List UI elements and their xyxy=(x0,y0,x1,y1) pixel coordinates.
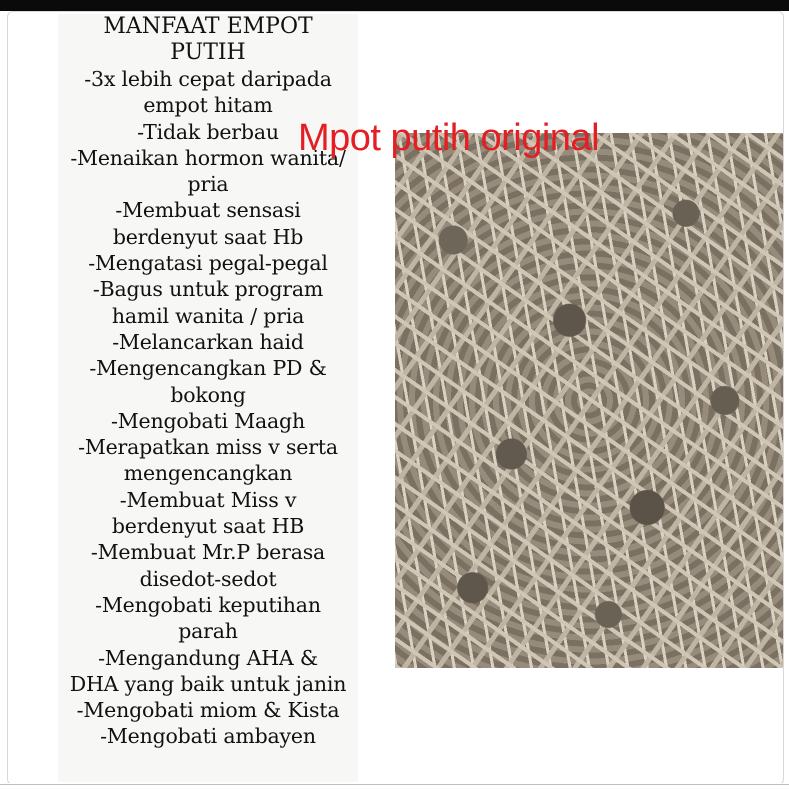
product-photo xyxy=(395,133,783,668)
list-item: -Membuat Mr.P berasa disedot-sedot xyxy=(90,540,326,591)
list-item: -Mengobati ambayen xyxy=(100,724,316,749)
list-item: -Mengobati miom & Kista xyxy=(76,698,340,723)
list-item: -Bagus untuk program hamil wanita / pria xyxy=(92,277,324,328)
list-item: -Tidak berbau xyxy=(137,119,279,144)
post-image-card[interactable] xyxy=(7,11,784,785)
list-item: -Mengatasi pegal-pegal xyxy=(88,251,328,276)
list-item: -Mengencangkan PD & bokong xyxy=(89,356,327,407)
list-item: -Membuat Miss v berdenyut saat HB xyxy=(111,487,305,539)
list-item: -Mengobati Maagh xyxy=(111,408,305,433)
list-item: -Merapatkan miss v serta mengencangkan xyxy=(78,435,338,486)
bottom-divider xyxy=(0,783,789,789)
list-item: -Mengobati keputihan parah xyxy=(95,592,321,644)
benefit-list xyxy=(58,66,358,750)
list-item: -Mengandung AHA & DHA yang baik untuk janin xyxy=(69,645,347,696)
post-title: MANFAAT EMPOT PUTIH xyxy=(103,14,313,65)
overlay-caption: Mpot putih original xyxy=(298,117,600,159)
top-status-bar xyxy=(0,0,789,11)
list-item: -Melancarkan haid xyxy=(112,329,304,354)
list-item: -3x lebih cepat daripada empot hitam xyxy=(84,67,332,118)
list-item: -Membuat sensasi berdenyut saat Hb xyxy=(112,198,304,249)
list-item: -Menaikan hormon wanita/ pria xyxy=(70,145,346,197)
